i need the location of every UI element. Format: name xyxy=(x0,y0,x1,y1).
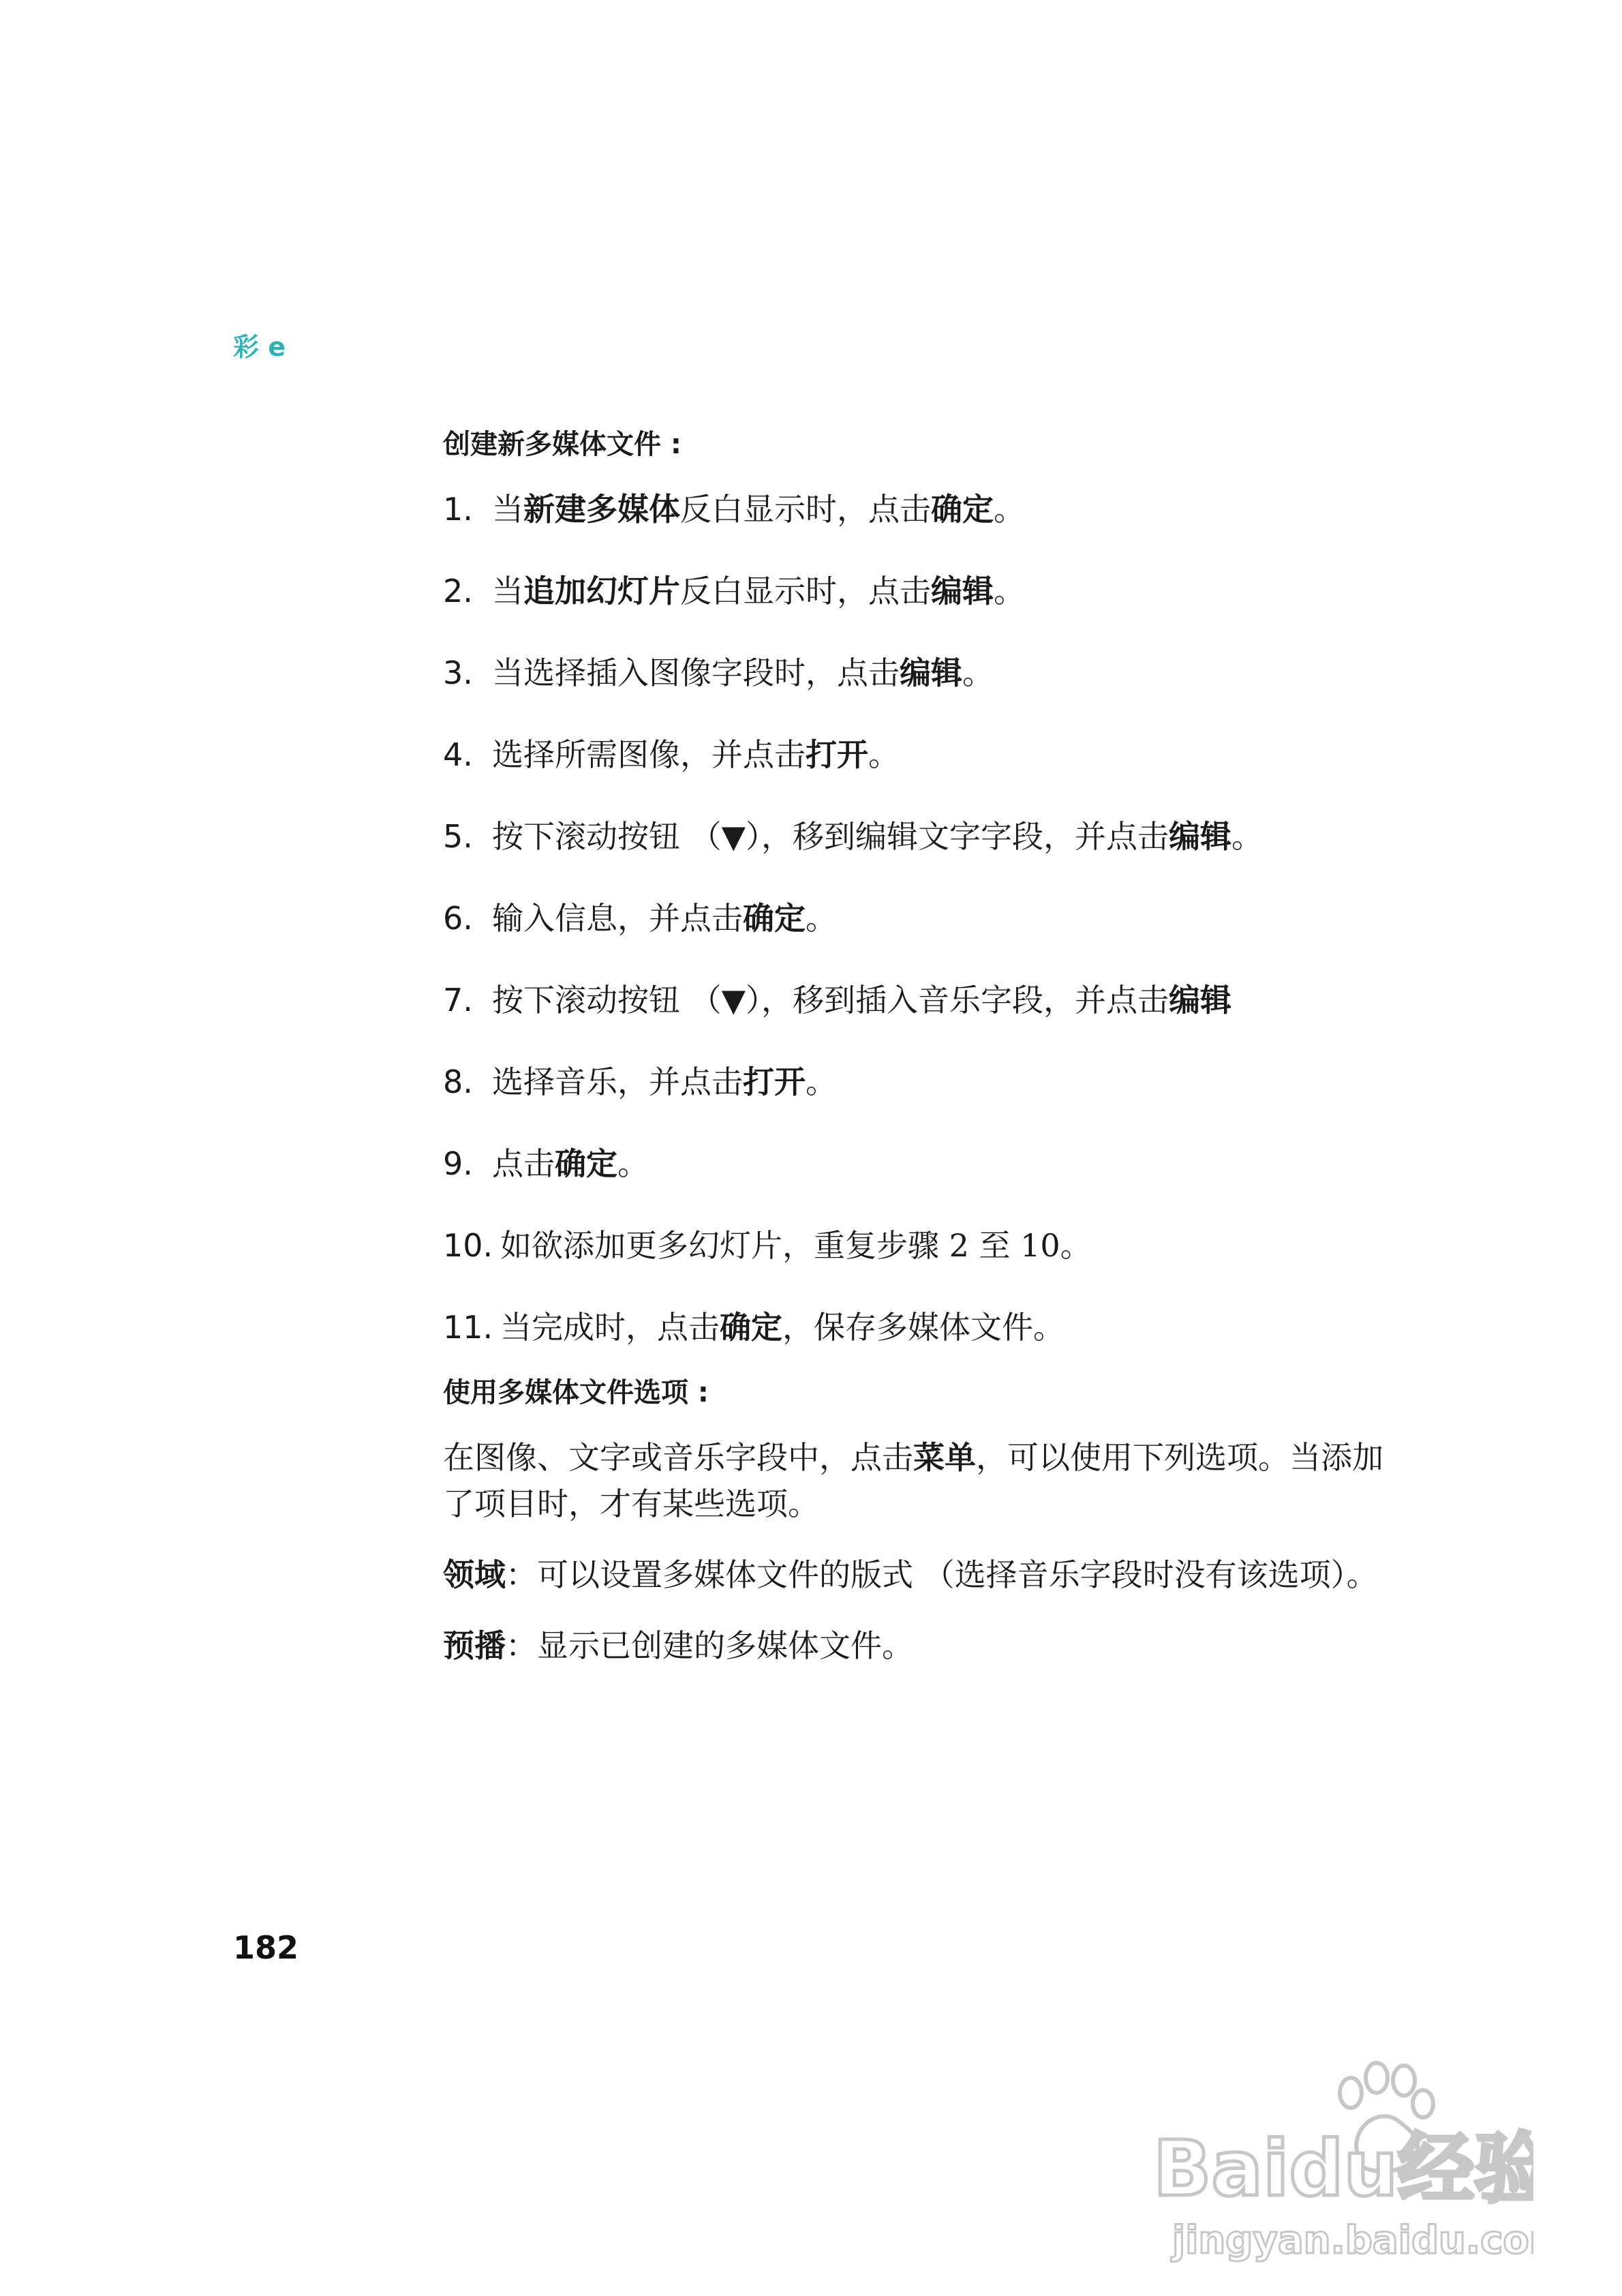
option-description: 可以设置多媒体文件的版式 （选择音乐字段时没有该选项）。 xyxy=(537,1556,1378,1593)
step-number: 2. xyxy=(443,573,473,609)
step-text: 。 xyxy=(806,1063,837,1100)
option-term: 领域 xyxy=(443,1556,506,1593)
step-item xyxy=(443,898,1411,939)
step-text: 。 xyxy=(994,491,1025,528)
step-number: 11. xyxy=(443,1309,493,1346)
step-item xyxy=(443,571,1411,611)
options-intro-text-2: ，可以使用下列选项。当添加了项目时，才有某些选项。 xyxy=(443,1439,1383,1522)
step-item xyxy=(443,1061,1411,1102)
step-number: 7. xyxy=(443,982,473,1018)
option-term: 预播 xyxy=(443,1627,506,1664)
option-description: 显示已创建的多媒体文件。 xyxy=(537,1627,913,1664)
page-number: 182 xyxy=(233,1929,299,1966)
step-number: 10. xyxy=(443,1227,493,1264)
step-keyword: 追加幻灯片 xyxy=(523,573,680,609)
section-heading-create: 创建新多媒体文件 : xyxy=(443,429,682,460)
options-intro xyxy=(443,1434,1411,1527)
step-keyword: 编辑 xyxy=(900,654,962,691)
step-text: 。 xyxy=(994,573,1025,609)
step-text: 。 xyxy=(617,1145,649,1182)
step-text: 如欲添加更多幻灯片，重复步骤 2 至 10。 xyxy=(500,1227,1092,1264)
step-text: 。 xyxy=(806,900,837,937)
step-keyword: 确定 xyxy=(720,1309,782,1346)
step-item xyxy=(443,1143,1411,1184)
step-text: 输入信息，并点击 xyxy=(492,900,743,937)
step-number: 4. xyxy=(443,736,473,773)
step-text: 选择所需图像，并点击 xyxy=(492,736,806,773)
step-text: 选择音乐，并点击 xyxy=(492,1063,743,1100)
chapter-tag: 彩 e xyxy=(233,332,286,362)
step-number: 5. xyxy=(443,818,473,855)
step-number: 9. xyxy=(443,1145,473,1182)
step-text: 当选择插入图像字段时，点击 xyxy=(492,654,900,691)
step-item xyxy=(443,1307,1411,1348)
option-preview xyxy=(443,1622,1411,1669)
step-text: ，保存多媒体文件。 xyxy=(782,1309,1065,1346)
baidu-jingyan-watermark xyxy=(1152,2045,1533,2263)
step-number: 6. xyxy=(443,900,473,937)
options-intro-text-1: 在图像、文字或音乐字段中，点击 xyxy=(443,1439,913,1476)
step-text: 点击 xyxy=(492,1145,555,1182)
step-keyword: 编辑 xyxy=(931,573,994,609)
step-keyword: 打开 xyxy=(743,1063,806,1100)
section-heading-options: 使用多媒体文件选项 : xyxy=(443,1377,709,1408)
step-text: 。 xyxy=(868,736,900,773)
option-layout xyxy=(443,1552,1411,1598)
step-item xyxy=(443,1225,1411,1266)
step-text: 反白显示时，点击 xyxy=(680,491,931,528)
step-keyword: 新建多媒体 xyxy=(523,491,680,528)
step-text: 反白显示时，点击 xyxy=(680,573,931,609)
step-text: 当 xyxy=(492,573,523,609)
step-keyword: 打开 xyxy=(806,736,868,773)
step-keyword: 确定 xyxy=(743,900,806,937)
step-item xyxy=(443,734,1411,775)
menu-term: 菜单 xyxy=(913,1439,976,1476)
step-text: 按下滚动按钮 （▼），移到插入音乐字段，并点击 xyxy=(492,982,1169,1018)
page-content xyxy=(443,423,1411,1669)
watermark-url: jingyan.baidu.com xyxy=(1172,2218,1533,2263)
step-text: 。 xyxy=(962,654,994,691)
step-number: 8. xyxy=(443,1063,473,1100)
step-keyword: 编辑 xyxy=(1169,982,1231,1018)
step-item xyxy=(443,652,1411,693)
step-text: 。 xyxy=(1231,818,1263,855)
step-item xyxy=(443,980,1411,1021)
step-item xyxy=(443,489,1411,530)
option-separator: ： xyxy=(506,1556,537,1593)
step-number: 1. xyxy=(443,491,473,528)
step-number: 3. xyxy=(443,654,473,691)
step-keyword: 确定 xyxy=(555,1145,617,1182)
steps-list xyxy=(443,489,1411,1348)
step-text: 按下滚动按钮 （▼），移到编辑文字字段，并点击 xyxy=(492,818,1169,855)
step-keyword: 确定 xyxy=(931,491,994,528)
step-keyword: 编辑 xyxy=(1169,818,1231,855)
step-text: 当 xyxy=(492,491,523,528)
option-separator: ： xyxy=(506,1627,537,1664)
step-item xyxy=(443,816,1411,857)
baidu-watermark-logo-icon xyxy=(1152,2045,1533,2263)
watermark-brand: Baidu经验 xyxy=(1153,2125,1533,2214)
step-text: 当完成时，点击 xyxy=(500,1309,720,1346)
